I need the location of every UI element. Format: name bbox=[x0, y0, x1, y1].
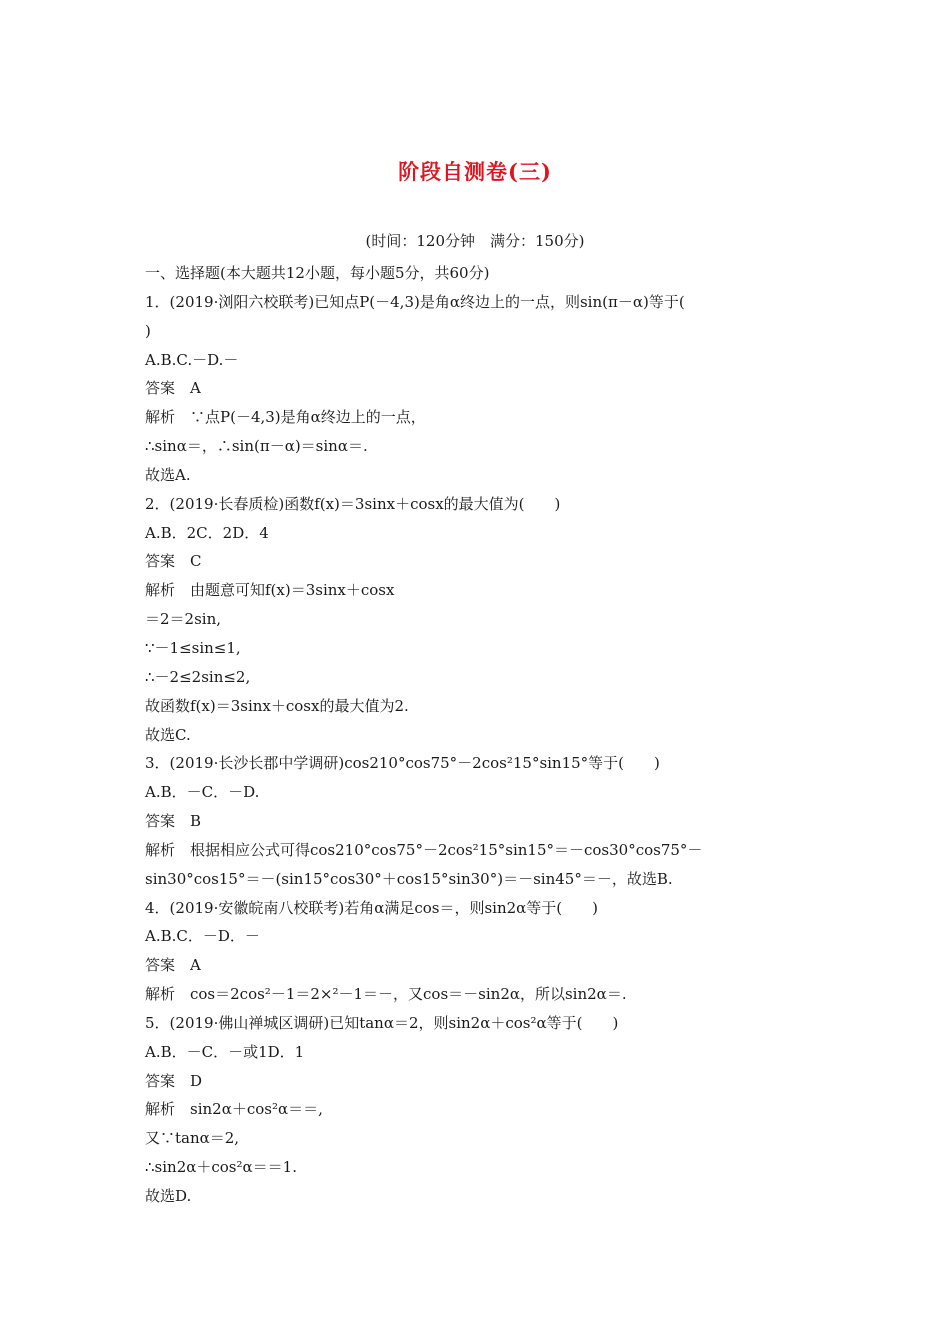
question-4-stem: 4．(2019·安徽皖南八校联考)若角α满足cos＝，则sin2α等于( ) bbox=[145, 898, 598, 917]
question-3-analysis-line: sin30°cos15°＝－(sin15°cos30°＋cos15°sin30°)＝－sin45°＝－，故选B. bbox=[145, 869, 673, 888]
question-3-stem: 3．(2019·长沙长郡中学调研)cos210°cos75°－2cos²15°sin15°等于( ) bbox=[145, 754, 660, 773]
question-1-analysis-line: ∴sinα＝，∴sin(π－α)＝sinα＝. bbox=[145, 437, 368, 456]
page-title: 阶段自测卷(三) bbox=[398, 159, 552, 184]
question-2-analysis: 解析 由题意可知f(x)＝3sinx＋cosx bbox=[145, 581, 395, 600]
question-4-answer: 答案 A bbox=[145, 956, 201, 975]
question-4-analysis: 解析 cos＝2cos²－1＝2×²－1＝－，又cos＝－sin2α，所以sin2α＝. bbox=[145, 985, 627, 1004]
section-heading: 一、选择题(本大题共12小题，每小题5分，共60分) bbox=[145, 264, 490, 282]
question-2-stem: 2．(2019·长春质检)函数f(x)＝3sinx＋cosx的最大值为( ) bbox=[145, 494, 561, 513]
question-1-conclusion: 故选A. bbox=[145, 465, 191, 484]
document-body bbox=[145, 259, 810, 1211]
question-2-conclusion: 故选C. bbox=[145, 725, 191, 744]
question-4-options: A.B.C．－D．－ bbox=[145, 927, 260, 946]
question-1-stem-continued: ) bbox=[145, 321, 151, 340]
page-subtitle: (时间：120分钟 满分：150分) bbox=[365, 232, 585, 250]
question-2-analysis-line: ∴－2≤2sin≤2, bbox=[145, 667, 251, 686]
question-3-options: A.B．－C．－D. bbox=[145, 783, 260, 802]
question-1-answer: 答案 A bbox=[145, 379, 201, 398]
question-2-answer: 答案 C bbox=[145, 552, 202, 571]
question-2-analysis-line: 故函数f(x)＝3sinx＋cosx的最大值为2. bbox=[145, 696, 409, 715]
question-5-conclusion: 故选D. bbox=[145, 1187, 192, 1205]
question-5-stem: 5．(2019·佛山禅城区调研)已知tanα＝2，则sin2α＋cos²α等于( ) bbox=[145, 1013, 619, 1032]
question-3-analysis: 解析 根据相应公式可得cos210°cos75°－2cos²15°sin15°＝－cos30°cos75°－ bbox=[145, 840, 703, 859]
question-1-analysis: 解析 ∵点P(－4,3)是角α终边上的一点， bbox=[145, 408, 426, 427]
question-5-analysis-line: ∴sin2α＋cos²α＝＝1. bbox=[145, 1158, 297, 1177]
question-2-analysis-line: ∵－1≤sin≤1, bbox=[145, 638, 241, 657]
question-5-analysis-line: 又∵tanα＝2, bbox=[145, 1129, 240, 1148]
question-2-options: A.B．2C．2D．4 bbox=[145, 523, 269, 542]
question-3-answer: 答案 B bbox=[145, 812, 202, 831]
question-1-options: A.B.C.－D.－ bbox=[145, 350, 239, 369]
question-5-answer: 答案 D bbox=[145, 1071, 203, 1090]
question-1-stem: 1．(2019·浏阳六校联考)已知点P(－4,3)是角α终边上的一点，则sin(π－α)等于( bbox=[145, 292, 685, 311]
question-5-options: A.B．－C．－或1D．1 bbox=[145, 1042, 305, 1061]
question-5-analysis: 解析 sin2α＋cos²α＝＝, bbox=[145, 1100, 323, 1119]
question-2-analysis-line: ＝2＝2sin, bbox=[145, 610, 222, 629]
